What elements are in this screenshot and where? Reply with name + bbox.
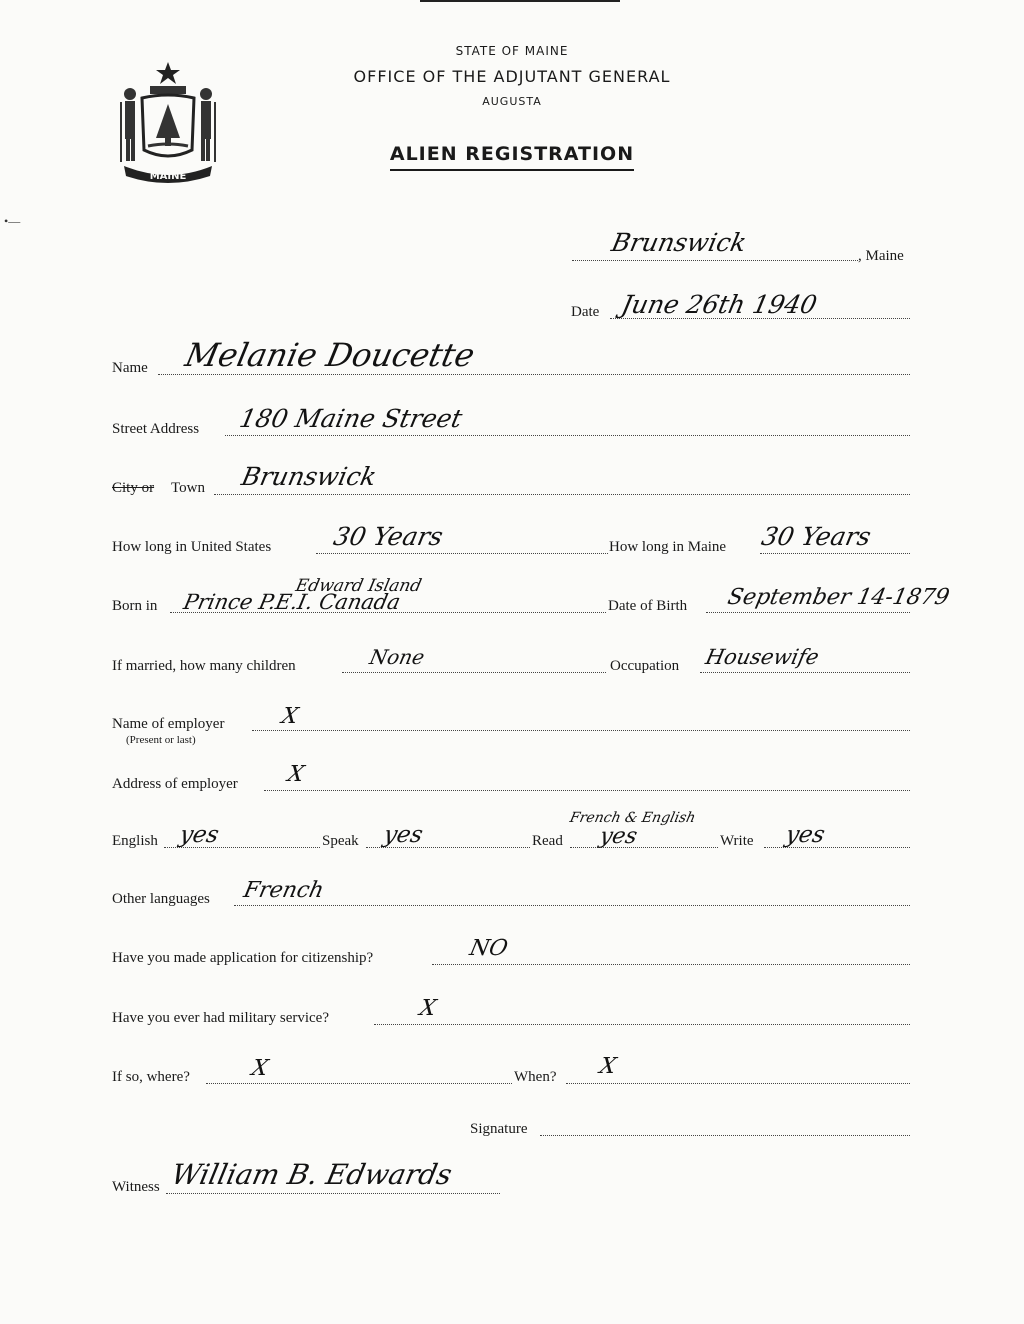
top-edge-line	[420, 0, 620, 2]
children-value[interactable]: None	[367, 645, 427, 669]
other-languages-label: Other languages	[112, 891, 210, 907]
read-label: Read	[532, 833, 563, 849]
read-line	[570, 847, 718, 848]
read-value[interactable]: yes	[597, 824, 640, 849]
military-value[interactable]: X	[417, 996, 439, 1021]
date-value[interactable]: June 26th 1940	[618, 290, 820, 319]
read-above[interactable]: French & English	[568, 810, 697, 826]
employer-name-label: Name of employer	[112, 716, 225, 732]
seal-motto: MAINE	[149, 171, 187, 182]
dob-label: Date of Birth	[608, 598, 688, 614]
born-label: Born in	[112, 598, 158, 614]
speak-label: Speak	[322, 833, 359, 849]
employer-address-line	[264, 790, 910, 791]
edge-mark: •—	[4, 214, 21, 228]
name-line	[158, 374, 910, 375]
where-value[interactable]: X	[249, 1056, 271, 1081]
maine-years-value[interactable]: 30 Years	[758, 522, 874, 551]
witness-line	[166, 1193, 500, 1194]
city-or-label: City or	[112, 480, 155, 496]
town-line	[214, 494, 910, 495]
speak-value[interactable]: yes	[381, 822, 426, 848]
where-label: If so, where?	[112, 1069, 190, 1085]
employer-name-line	[252, 730, 910, 731]
street-line	[225, 435, 910, 436]
place-suffix: , Maine	[858, 248, 904, 264]
signature-label: Signature	[470, 1121, 528, 1137]
name-label: Name	[112, 360, 148, 376]
us-years-value[interactable]: 30 Years	[330, 522, 446, 551]
maine-years-line	[760, 553, 910, 554]
place-line	[572, 260, 858, 261]
born-value[interactable]: Prince P.E.I. Canada	[181, 590, 403, 614]
other-languages-line	[234, 905, 910, 906]
witness-label: Witness	[112, 1179, 160, 1195]
write-value[interactable]: yes	[783, 822, 828, 848]
english-label: English	[112, 833, 158, 849]
where-line	[206, 1083, 512, 1084]
occupation-value[interactable]: Housewife	[703, 645, 822, 669]
write-label: Write	[720, 833, 754, 849]
when-label: When?	[514, 1069, 557, 1085]
when-value[interactable]: X	[597, 1054, 619, 1079]
occupation-label: Occupation	[610, 658, 680, 674]
military-line	[374, 1024, 910, 1025]
citizenship-line	[432, 964, 910, 965]
dob-value[interactable]: September 14-1879	[725, 585, 952, 610]
when-line	[566, 1083, 910, 1084]
town-value[interactable]: Brunswick	[238, 462, 379, 491]
office-heading: OFFICE OF THE ADJUTANT GENERAL	[353, 67, 671, 86]
name-value[interactable]: Melanie Doucette	[181, 336, 479, 374]
other-languages-value[interactable]: French	[241, 878, 327, 903]
employer-name-value[interactable]: X	[279, 704, 301, 729]
born-above[interactable]: Edward Island	[293, 576, 424, 596]
street-label: Street Address	[112, 421, 200, 437]
signature-line	[540, 1135, 910, 1136]
military-label: Have you ever had military service?	[112, 1010, 329, 1026]
city-heading: AUGUSTA	[482, 95, 542, 108]
employer-name-sublabel: (Present or last)	[126, 734, 196, 746]
street-value[interactable]: 180 Maine Street	[236, 404, 465, 433]
employer-address-label: Address of employer	[112, 776, 238, 792]
witness-value[interactable]: William B. Edwards	[168, 1158, 455, 1191]
children-label: If married, how many children	[112, 658, 296, 674]
children-line	[342, 672, 606, 673]
form-title: ALIEN REGISTRATION	[0, 143, 1024, 165]
citizenship-value[interactable]: NO	[467, 936, 510, 961]
place-value[interactable]: Brunswick	[608, 228, 749, 257]
town-label: Town	[171, 480, 205, 496]
citizenship-label: Have you made application for citizenship?	[112, 950, 374, 966]
us-years-line	[316, 553, 608, 554]
date-label: Date	[571, 304, 600, 320]
occupation-line	[700, 672, 910, 673]
us-years-label: How long in United States	[112, 539, 272, 555]
dob-line	[706, 612, 910, 613]
english-value[interactable]: yes	[177, 822, 222, 848]
state-heading: STATE OF MAINE	[455, 44, 569, 58]
employer-address-value[interactable]: X	[285, 762, 307, 787]
maine-years-label: How long in Maine	[609, 539, 727, 555]
